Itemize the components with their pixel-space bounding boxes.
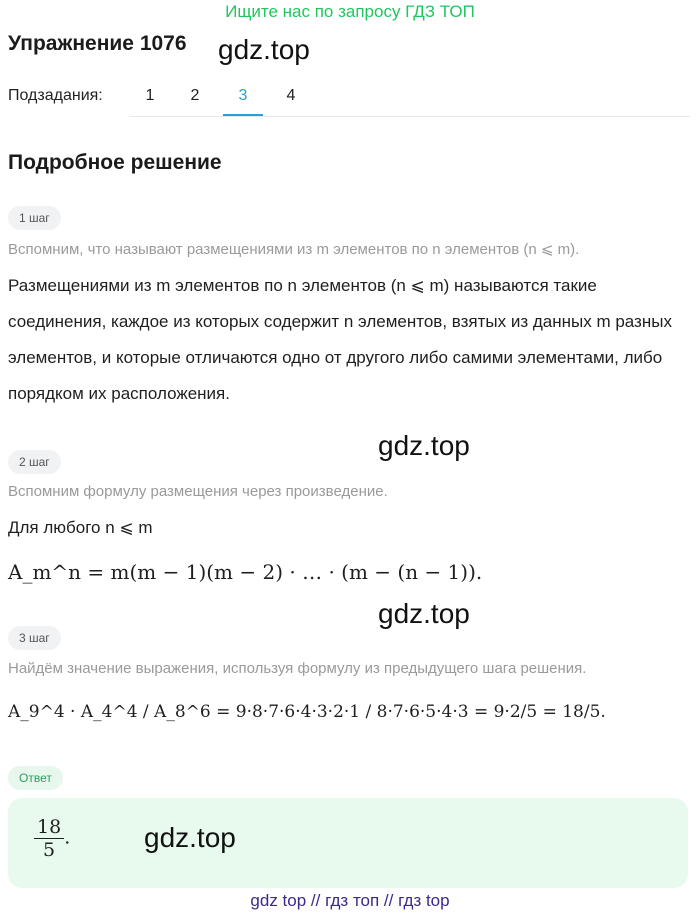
subtasks-label: Подзадания: [8,87,103,104]
step2-condition: Для любого n ⩽ m [8,518,153,537]
answer-denominator: 5 [34,838,64,861]
watermark: gdz.top [218,34,310,65]
tab-1[interactable]: 1 [145,87,155,104]
footer-links: gdz top // гдз топ // гдз top [250,891,450,910]
step-badge-1: 1 шаг [8,206,61,230]
tab-4[interactable]: 4 [286,87,296,104]
watermark: gdz.top [378,598,470,629]
step-badge-3: 3 шаг [8,626,61,650]
step-badge-2: 2 шаг [8,450,61,474]
step3-formula: A_9^4 · A_4^4 / A_8^6 = 9·8·7·6·4·3·2·1 / 8·7·6·5·4·3 = 9·2/5 = 18/5. [8,702,606,722]
tab-3[interactable]: 3 [238,87,248,104]
answer-fraction: $\frac{18}{5}$ . [34,816,70,861]
step3-hint: Найдём значение выражения, используя формулу из предыдущего шага решения. [8,660,587,677]
page-title: Упражнение 1076 [8,32,187,55]
solution-heading: Подробное решение [8,151,222,174]
step2-hint: Вспомним формулу размещения через произведение. [8,483,388,500]
search-banner: Ищите нас по запросу ГДЗ ТОП [225,2,475,21]
answer-numerator: 18 [37,816,62,838]
step1-text: Размещениями из m элементов по n элементов (n ⩽ m) называются такие соединения, каждое из которых содержит n элементов, взятых из данных m разных элементов, и которые отличаются одно от другого либо самими элементами, либо порядком их расположения. [8,276,672,403]
tab-2[interactable]: 2 [190,87,200,104]
watermark: gdz.top [378,430,470,461]
step1-hint: Вспомним, что называют размещениями из m элементов по n элементов (n ⩽ m). [8,241,580,258]
step2-formula: A_m^n = m(m − 1)(m − 2) · … · (m − (n − 1)). [8,560,483,584]
subtask-tabs [130,78,690,117]
watermark: gdz.top [144,822,236,853]
answer-box [8,798,688,888]
active-tab-indicator [223,114,263,116]
answer-badge: Ответ [8,766,63,790]
